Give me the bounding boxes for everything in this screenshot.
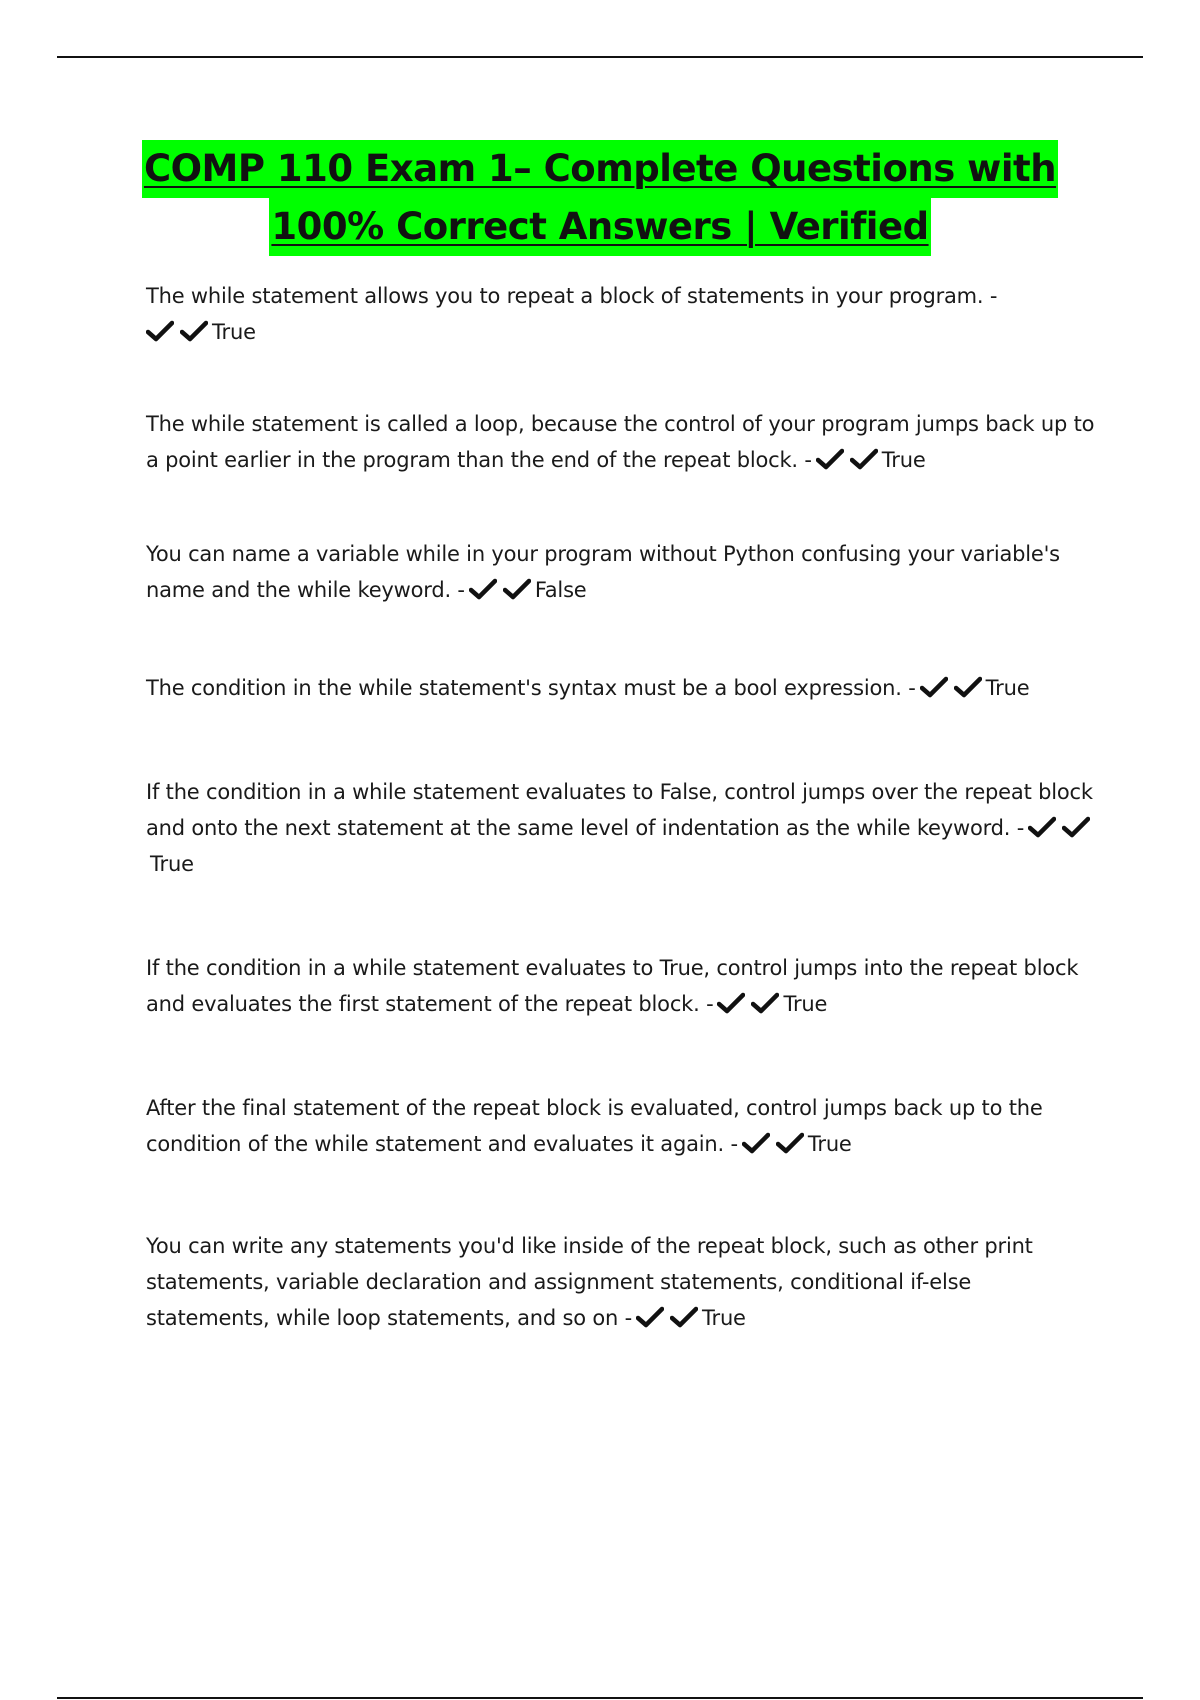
answer-text: True	[783, 992, 828, 1016]
check-icon	[742, 1132, 770, 1154]
document-title	[0, 140, 1200, 256]
check-icon	[636, 1306, 664, 1328]
title-line-2: 100% Correct Answers | Verified	[269, 198, 930, 256]
check-icon	[146, 320, 174, 342]
question-text: If the condition in a while statement evaluates to False, control jumps over the repeat block and onto the next statement at the same level of indentation as the while keyword. -	[146, 780, 1093, 840]
question-text: The while statement is called a loop, because the control of your program jumps back up to a point earlier in the program than the end of the repeat block. -	[146, 412, 1095, 472]
answer-text: True	[701, 1306, 746, 1330]
check-icon	[954, 676, 982, 698]
question-item-8	[146, 1228, 1096, 1336]
check-icon	[1062, 816, 1090, 838]
answer-text: True	[150, 852, 194, 876]
question-text: After the final statement of the repeat block is evaluated, control jumps back up to the condition of the while statement and evaluates it again. -	[146, 1096, 1043, 1156]
check-icon	[1028, 816, 1056, 838]
question-text: The while statement allows you to repeat a block of statements in your program. -	[146, 284, 998, 308]
check-icon	[503, 578, 531, 600]
check-icon	[469, 578, 497, 600]
title-line-1: COMP 110 Exam 1– Complete Questions with	[142, 140, 1058, 198]
check-icon	[180, 320, 208, 342]
top-rule	[57, 56, 1143, 58]
question-list	[146, 278, 1096, 1336]
check-icon	[670, 1306, 698, 1328]
answer-text: True	[807, 1132, 852, 1156]
question-text: The condition in the while statement's syntax must be a bool expression. -	[146, 676, 916, 700]
answer-text: False	[534, 578, 587, 602]
check-icon	[751, 992, 779, 1014]
question-text: You can name a variable while in your program without Python confusing your variable's name and the while keyword. -	[146, 542, 1060, 602]
question-item-6	[146, 950, 1096, 1090]
check-icon	[850, 448, 878, 470]
question-item-7	[146, 1090, 1096, 1228]
check-icon	[816, 448, 844, 470]
question-item-2	[146, 406, 1096, 536]
bottom-rule	[57, 1697, 1143, 1699]
question-item-1	[146, 278, 1096, 370]
question-text: You can write any statements you'd like inside of the repeat block, such as other print statements, variable declaration and assignment statements, conditional if-else statements, while loop statements, and so on -	[146, 1234, 1033, 1330]
question-item-5	[146, 774, 1096, 950]
question-item-4	[146, 670, 1096, 774]
check-icon	[717, 992, 745, 1014]
check-icon	[920, 676, 948, 698]
answer-text: True	[212, 320, 256, 344]
answer-text: True	[881, 448, 926, 472]
question-text: If the condition in a while statement evaluates to True, control jumps into the repeat block and evaluates the first statement of the repeat block. -	[146, 956, 1079, 1016]
question-item-3	[146, 536, 1096, 640]
answer-text: True	[985, 676, 1030, 700]
check-icon	[776, 1132, 804, 1154]
